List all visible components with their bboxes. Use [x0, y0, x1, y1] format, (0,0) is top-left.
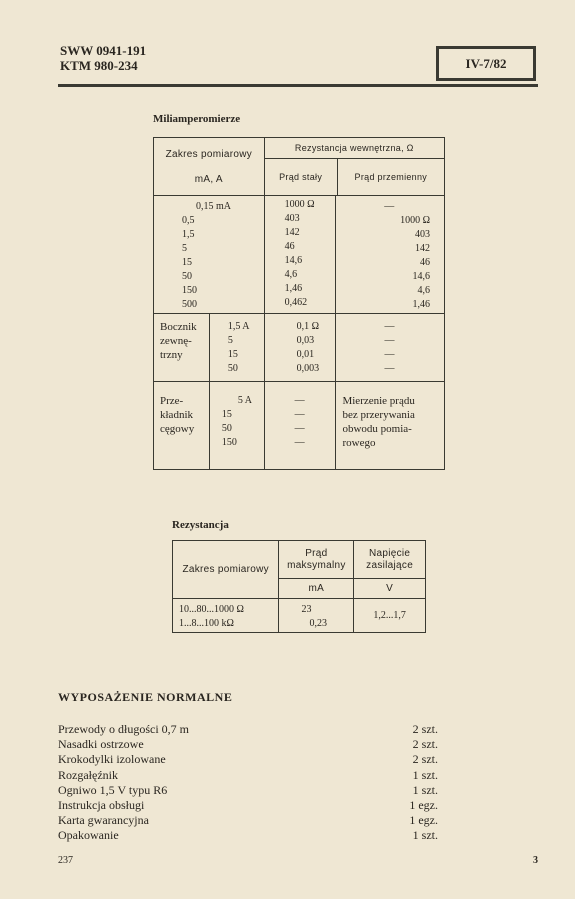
clamp-dc: — — — —: [264, 382, 336, 470]
list-item: Instrukcja obsługi 1 egz.: [58, 797, 438, 812]
dc-label: Prąd stały: [265, 159, 338, 195]
ac-label: Prąd przemienny: [354, 172, 428, 182]
ac-column: — 1000 Ω 403 142 46 14,6 4,6 1,46: [336, 196, 445, 314]
voltage-unit: V: [354, 579, 426, 599]
shunt-dc: 0,1 Ω 0,03 0,01 0,003: [264, 314, 336, 382]
clamp-ranges: 5 A 15 50 150: [209, 382, 264, 470]
dc-column: 1000 Ω 403 142 46 14,6 4,6 1,46 0,462: [264, 196, 336, 314]
list-item: Karta gwarancyjna 1 egz.: [58, 813, 438, 828]
internal-resistance-label: Rezystancja wewnętrzna, Ω: [265, 138, 444, 159]
header-rule: [58, 84, 538, 87]
page-number: 3: [533, 855, 538, 866]
resistance-header: [264, 138, 444, 196]
document-header: [60, 43, 146, 73]
header-code-sww: SWW 0941-191: [60, 43, 147, 58]
catalog-code-box: [436, 46, 536, 81]
clamp-label: Prze- kładnik cęgowy: [154, 382, 210, 470]
list-item: Przewody o długości 0,7 m 2 szt.: [58, 722, 438, 736]
catalog-code: IV-7/82: [465, 55, 507, 71]
footer-left-number: 237: [58, 855, 73, 866]
list-item: Opakowanie 1 szt.: [58, 828, 438, 843]
res-ranges: 10...80...1000 Ω 1...8...100 kΩ: [173, 599, 279, 633]
shunt-ac: — — — —: [336, 314, 445, 382]
ammeters-table: [153, 137, 445, 470]
max-current-header: Prąd maksymalny: [279, 541, 354, 579]
current-unit: mA: [279, 579, 354, 599]
list-item: Rozgałęźnik 1 szt.: [58, 767, 438, 782]
list-item: Krokodylki izolowane 2 szt.: [58, 752, 438, 767]
list-item: Ogniwo 1,5 V typu R6 1 szt.: [58, 782, 438, 797]
res-currents: 23 0,23: [279, 599, 354, 633]
header-code-ktm: KTM 980-234: [60, 58, 138, 73]
ranges-column: 0,15 mA 0,5 1,5 5 15 50 150 500: [154, 196, 265, 314]
shunt-label: Bocznik zewnę- trzny: [154, 314, 210, 382]
equipment-list: [58, 722, 438, 844]
clamp-ac-note: Mierzenie prądu bez przerywania obwodu pomia- rowego: [336, 382, 445, 470]
supply-voltage-header: Napięcie zasilające: [354, 541, 426, 579]
range-header: Zakres pomiarowy mA, A: [154, 138, 265, 196]
resistance-table: [172, 540, 426, 633]
ammeters-title: Miliamperomierze: [153, 113, 241, 125]
shunt-ranges: 1,5 A 5 15 50: [209, 314, 264, 382]
res-voltage: 1,2...1,7: [354, 599, 426, 633]
list-item: Nasadki ostrzowe 2 szt.: [58, 737, 438, 752]
equipment-title: WYPOSAŻENIE NORMALNE: [58, 690, 233, 704]
res-range-header: Zakres pomiarowy: [173, 541, 279, 599]
resistance-title: Rezystancja: [172, 519, 229, 531]
